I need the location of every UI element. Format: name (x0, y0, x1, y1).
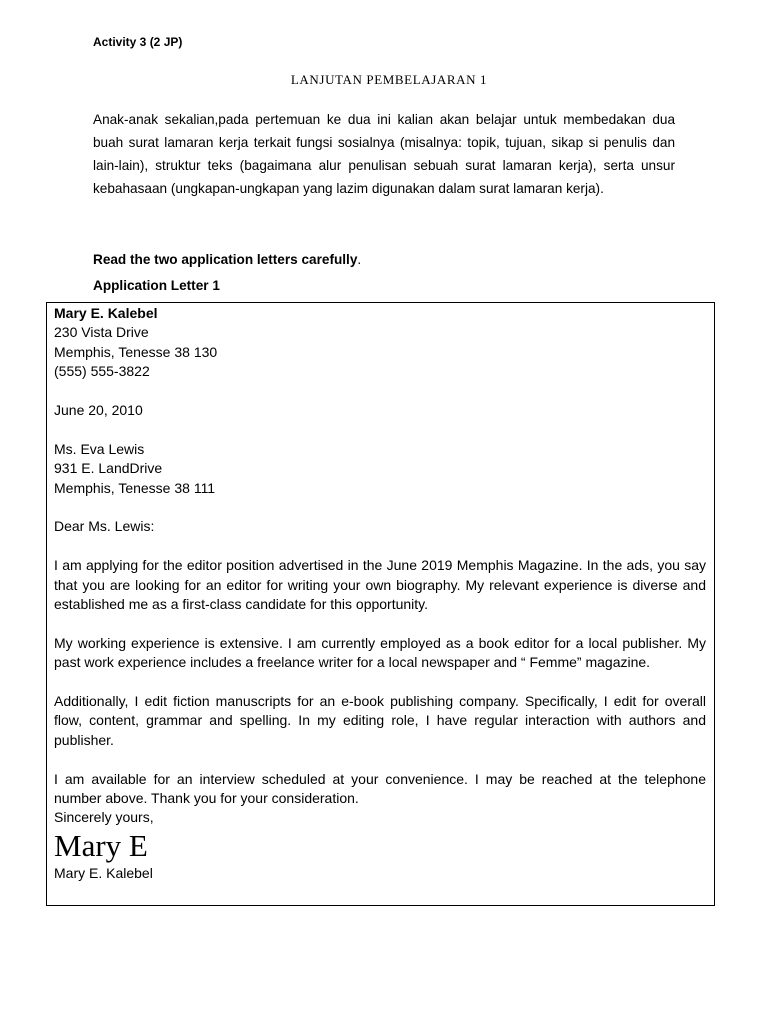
sender-name: Mary E. Kalebel (54, 305, 158, 321)
letter-paragraph-1: I am applying for the editor position advertised in the June 2019 Memphis Magazine. In the ads, you say that you are looking for an editor for writing your own biography. My relevant experience is diverse and established me as a first-class candidate for this opportunity. (54, 557, 706, 613)
letter-label: Application Letter 1 (93, 278, 220, 293)
recipient-street: 931 E. LandDrive (54, 460, 163, 477)
spacer (54, 750, 706, 769)
letter-paragraph-4: I am available for an interview scheduled at your convenience. I may be reached at the telephone number above. Thank you for your consideration. (54, 770, 706, 807)
salutation: Dear Ms. Lewis: (54, 518, 155, 535)
instruction-period: . (357, 252, 362, 267)
sender-city: Memphis, Tenesse 38 130 (54, 343, 218, 360)
recipient-name: Ms. Eva Lewis (54, 440, 145, 457)
spacer (54, 420, 706, 439)
instruction (93, 252, 361, 267)
sender-street: 230 Vista Drive (54, 324, 149, 341)
spacer (54, 382, 706, 401)
activity-title: Activity 3 (2 JP) (93, 35, 183, 49)
letter-paragraph-3: Additionally, I edit fiction manuscripts for an e-book publishing company. Specifically, I edit for overall flow, content, grammar and spelling. In my editing role, I have regular interaction with authors and publisher. (54, 693, 706, 748)
signature: Mary E (54, 827, 148, 863)
spacer (54, 614, 706, 633)
closing: Sincerely yours, (54, 809, 154, 826)
spacer (54, 537, 706, 556)
intro-paragraph: Anak-anak sekalian,pada pertemuan ke dua ini kalian akan belajar untuk membedakan dua buah surat lamaran kerja terkait fungsi sosialnya (misalnya: topik, tujuan, sikap si penulis dan lain-lain), struktur teks (bagaimana alur penulisan sebuah surat lamaran kerja), serta unsur kebahasaan (ungkapan-ungkapan yang lazim digunakan dalam surat lamaran kerja). (93, 112, 675, 196)
recipient-city: Memphis, Tenesse 38 111 (54, 479, 216, 496)
sender-phone: (555) 555-3822 (54, 363, 150, 380)
letter-date: June 20, 2010 (54, 402, 143, 419)
application-letter (46, 302, 715, 906)
signed-name: Mary E. Kalebel (54, 864, 153, 881)
letter-paragraph-2: My working experience is extensive. I am currently employed as a book editor for a local publisher. My past work experience includes a freelance writer for a local newspaper and “ Femme” magazine. (54, 634, 706, 671)
spacer (54, 673, 706, 692)
spacer (54, 498, 706, 517)
section-heading: LANJUTAN PEMBELAJARAN 1 (290, 72, 488, 87)
instruction-text: Read the two application letters carefully (93, 252, 358, 267)
